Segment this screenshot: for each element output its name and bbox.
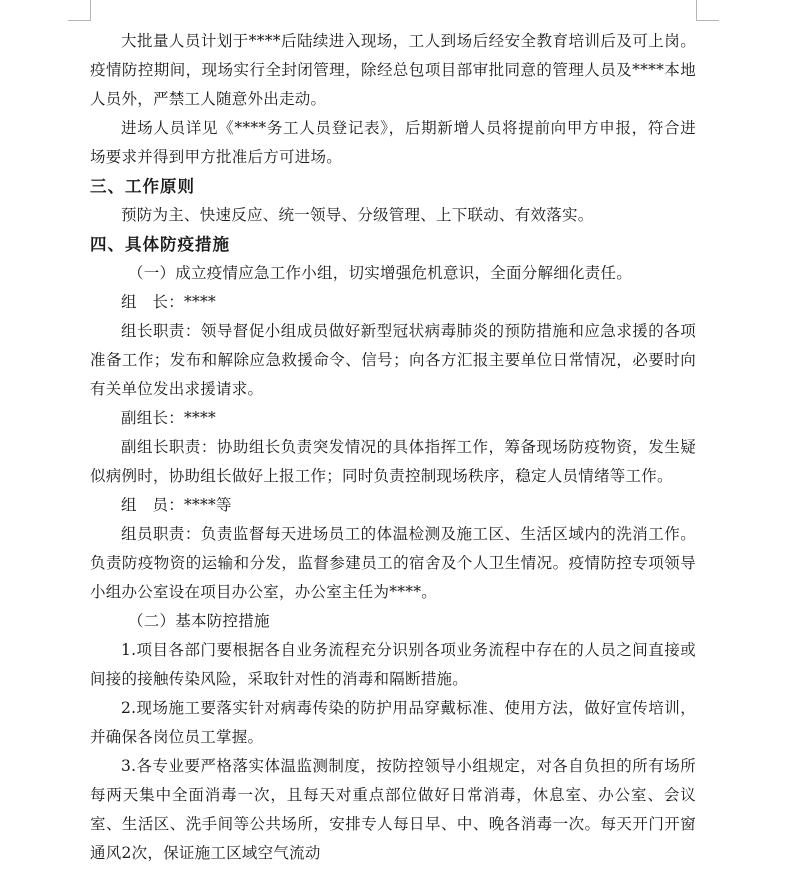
margin-corner-mark-right [696,0,719,21]
paragraph-work-principles: 预防为主、快速反应、统一领导、分级管理、上下联动、有效落实。 [121,206,594,224]
paragraph-deputy-leader: 副组长：**** [121,409,217,427]
margin-corner-mark-left [68,0,91,21]
subheading-emergency-group: （一）成立疫情应急工作小组，切实增强危机意识，全面分解细化责任。 [128,264,633,282]
paragraph-measure-3: 3.各专业要严格落实体温监测制度，按防控领导小组规定，对各自负担的所有场所每两天集中全面消毒一次，且每天对重点部位做好日常消毒，休息室、办公室、会议室、生活区、洗手间等公共场所，安排专人每日早、中、晚各消毒一次。每天开门开窗通风2次，保证施工区域空气流动 [90,757,696,862]
document-body [90,27,696,868]
paragraph-deputy-duty: 副组长职责：协助组长负责突发情况的具体指挥工作，筹备现场防疫物资，发生疑似病例时，协助组长做好上报工作；同时负责控制现场秩序，稳定人员情绪等工作。 [90,438,696,485]
heading-work-principles: 三、工作原则 [90,177,195,196]
paragraph-member-duty: 组员职责：负责监督每天进场员工的体温检测及施工区、生活区域内的洗消工作。负责防疫物资的运输和分发，监督参建员工的宿舍及个人卫生情况。疫情防控专项领导小组办公室设在项目办公室，办公室主任为****。 [90,525,696,601]
heading-prevention-measures: 四、具体防疫措施 [90,235,230,254]
paragraph-personnel-entry: 大批量人员计划于****后陆续进入现场，工人到场后经安全教育培训后及可上岗。疫情防控期间，现场实行全封闭管理，除经总包项目部审批同意的管理人员及****本地人员外，严禁工人随意外出走动。 [90,32,696,108]
paragraph-group-leader: 组 长：**** [121,293,217,311]
paragraph-measure-1: 1.项目各部门要根据各自业务流程充分识别各项业务流程中存在的人员之间直接或间接的接触传染风险，采取针对性的消毒和隔断措施。 [90,641,696,688]
subheading-basic-measures: （二）基本防控措施 [128,612,270,630]
paragraph-leader-duty: 组长职责：领导督促小组成员做好新型冠状病毒肺炎的预防措施和应急求援的各项准备工作；发布和解除应急救援命令、信号；向各方汇报主要单位日常情况，必要时向有关单位发出求援请求。 [90,322,696,398]
paragraph-group-member: 组 员：****等 [121,496,232,514]
paragraph-measure-2: 2.现场施工要落实针对病毒传染的防护用品穿戴标准、使用方法，做好宣传培训，并确保各岗位员工掌握。 [90,699,696,746]
paragraph-personnel-registration: 进场人员详见《****务工人员登记表》，后期新增人员将提前向甲方申报，符合进场要求并得到甲方批准后方可进场。 [90,119,696,166]
